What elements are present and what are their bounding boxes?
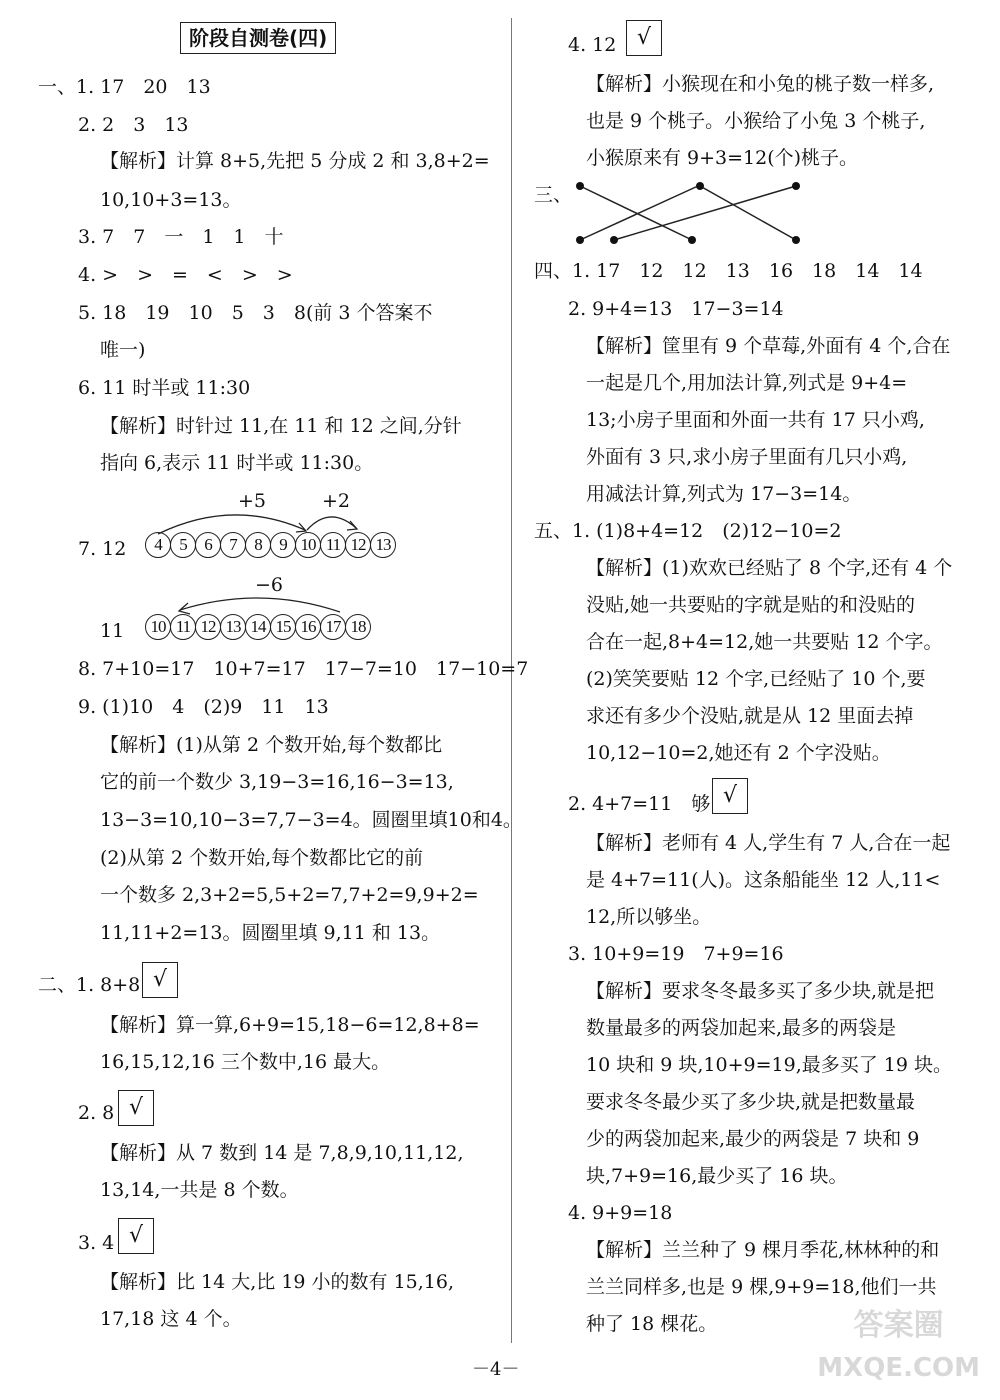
analysis-line: 13,14,一共是 8 个数。 [100,1179,299,1201]
number-bead: 12 [195,614,221,640]
answer-line: 3. 10+9=19 7+9=16 [568,943,784,965]
analysis-line: 12,所以够坐。 [586,906,712,928]
watermark-text: 答案圈 [853,1308,944,1343]
analysis-line: 要求冬冬最少买了多少块,就是把数量最 [586,1091,916,1113]
minus-six-label: −6 [255,574,284,596]
analysis-line: 少的两袋加起来,最少的两袋是 7 块和 9 [586,1128,920,1150]
answer-line: 2. 8 [78,1102,115,1124]
analysis-line: 它的前一个数少 3,19−3=16,16−3=13, [100,771,454,793]
analysis-line: 10,12−10=2,她还有 2 个字没贴。 [586,742,891,764]
analysis-line: 【解析】小猴现在和小兔的桃子数一样多, [586,73,935,95]
analysis-line: 块,7+9=16,最少买了 16 块。 [586,1165,848,1187]
answer-line: 6. 11 时半或 11:30 [78,377,251,399]
answer-line: 8. 7+10=17 10+7=17 17−7=10 17−10=7 [78,658,529,680]
answer-line: 二、1. 8+8 [38,974,141,996]
analysis-line: 小猴原来有 9+3=12(个)桃子。 [586,147,859,169]
analysis-line: 用减法计算,列式为 17−3=14。 [586,483,862,505]
number-bead: 10 [145,614,171,640]
answer-line: 2. 2 3 13 [78,114,189,136]
answer-line: 11 [100,620,125,642]
analysis-line: 10 块和 9 块,10+9=19,最多买了 19 块。 [586,1054,953,1076]
answer-line: 4. 9+9=18 [568,1202,673,1224]
analysis-line: 13−3=10,10−3=7,7−3=4。圆圈里填10和4。 [100,809,522,831]
number-bead: 6 [195,532,221,558]
answer-line: 7. 12 [78,538,127,560]
analysis-line: 指向 6,表示 11 时半或 11:30。 [100,452,374,474]
answer-line: 3. 7 7 一 1 1 十 [78,226,284,248]
analysis-line: 也是 9 个桃子。小猴给了小兔 3 个桃子, [586,110,926,132]
analysis-line: 【解析】要求冬冬最多买了多少块,就是把 [586,980,935,1002]
analysis-line: 【解析】比 14 大,比 19 小的数有 15,16, [100,1271,455,1293]
number-bead: 5 [170,532,196,558]
analysis-line: 13;小房子里面和外面一共有 17 只小鸡, [586,409,925,431]
number-bead: 8 [245,532,271,558]
number-bead: 9 [270,532,296,558]
analysis-line: 合在一起,8+4=12,她一共要贴 12 个字。 [586,631,943,653]
check-box: √ [118,1218,154,1254]
answer-line: 2. 4+7=11 够 [568,793,711,815]
analysis-line: 【解析】(1)从第 2 个数开始,每个数都比 [100,734,443,756]
answer-line: 5. 18 19 10 5 3 8(前 3 个答案不 [78,302,433,324]
analysis-line: 【解析】时针过 11,在 11 和 12 之间,分针 [100,415,462,437]
analysis-line: 数量最多的两袋加起来,最多的两袋是 [586,1017,897,1039]
answer-line: 4. > > = < > > [78,264,293,286]
answer-line: 一、1. 17 20 13 [38,76,211,98]
answer-line: 五、1. (1)8+4=12 (2)12−10=2 [534,520,842,542]
analysis-line: 【解析】从 7 数到 14 是 7,8,9,10,11,12, [100,1142,464,1164]
analysis-line: 一起是几个,用加法计算,列式是 9+4= [586,372,908,394]
section-three-label: 三、 [534,184,573,206]
number-bead: 11 [320,532,346,558]
number-bead: 17 [320,614,346,640]
analysis-line: 【解析】(1)欢欢已经贴了 8 个字,还有 4 个 [586,557,953,579]
number-bead: 11 [170,614,196,640]
number-bead: 7 [220,532,246,558]
page-number: －4－ [472,1359,520,1380]
watermark-url: MXQE.COM [817,1353,980,1383]
analysis-line: 17,18 这 4 个。 [100,1308,242,1330]
answer-line: 2. 9+4=13 17−3=14 [568,298,784,320]
analysis-line: (2)从第 2 个数开始,每个数都比它的前 [100,847,424,869]
number-bead: 16 [295,614,321,640]
number-bead: 13 [220,614,246,640]
analysis-line: 外面有 3 只,求小房子里面有几只小鸡, [586,446,908,468]
analysis-line: 【解析】算一算,6+9=15,18−6=12,8+8= [100,1014,480,1036]
answer-line: 唯一) [100,339,146,361]
matching-lines [520,0,521,1]
analysis-line: 是 4+7=11(人)。这条船能坐 12 人,11< [586,869,941,891]
analysis-line: 【解析】计算 8+5,先把 5 分成 2 和 3,8+2= [100,150,490,172]
analysis-line: 10,10+3=13。 [100,189,242,211]
plus-five-label: +5 [238,490,267,512]
analysis-line: 【解析】兰兰种了 9 棵月季花,林林种的和 [586,1239,940,1261]
answer-line: 3. 4 [78,1232,115,1254]
number-bead: 13 [370,532,396,558]
analysis-line: 16,15,12,16 三个数中,16 最大。 [100,1051,391,1073]
analysis-line: 【解析】筐里有 9 个草莓,外面有 4 个,合在 [586,335,951,357]
plus-two-label: +2 [322,490,351,512]
answer-line: 9. (1)10 4 (2)9 11 13 [78,696,329,718]
answer-line: 四、1. 17 12 12 13 16 18 14 14 [534,260,923,282]
analysis-line: 求还有多少个没贴,就是从 12 里面去掉 [586,705,914,727]
number-bead: 4 [145,532,171,558]
analysis-line: 【解析】老师有 4 人,学生有 7 人,合在一起 [586,832,951,854]
analysis-line: 没贴,她一共要贴的字就是贴的和没贴的 [586,594,916,616]
check-box: √ [712,778,748,814]
answer-line: 4. 12 [568,34,617,56]
jump-arrow-bottom [0,0,1,1]
page-title: 阶段自测卷(四) [180,22,336,54]
watermark-logo [817,1305,980,1389]
analysis-line: (2)笑笑要贴 12 个字,已经贴了 10 个,要 [586,668,926,690]
analysis-line: 兰兰同样多,也是 9 棵,9+9=18,他们一共 [586,1276,937,1298]
check-box: √ [626,20,662,56]
number-bead: 12 [345,532,371,558]
analysis-line: 一个数多 2,3+2=5,5+2=7,7+2=9,9+2= [100,884,479,906]
check-box: √ [118,1090,154,1126]
analysis-line: 11,11+2=13。圆圈里填 9,11 和 13。 [100,922,441,944]
analysis-line: 种了 18 棵花。 [586,1313,718,1335]
number-beads-top [145,532,395,558]
number-beads-bottom [145,614,370,640]
number-bead: 10 [295,532,321,558]
check-box: √ [142,962,178,998]
number-bead: 15 [270,614,296,640]
number-bead: 14 [245,614,271,640]
number-bead: 18 [345,614,371,640]
